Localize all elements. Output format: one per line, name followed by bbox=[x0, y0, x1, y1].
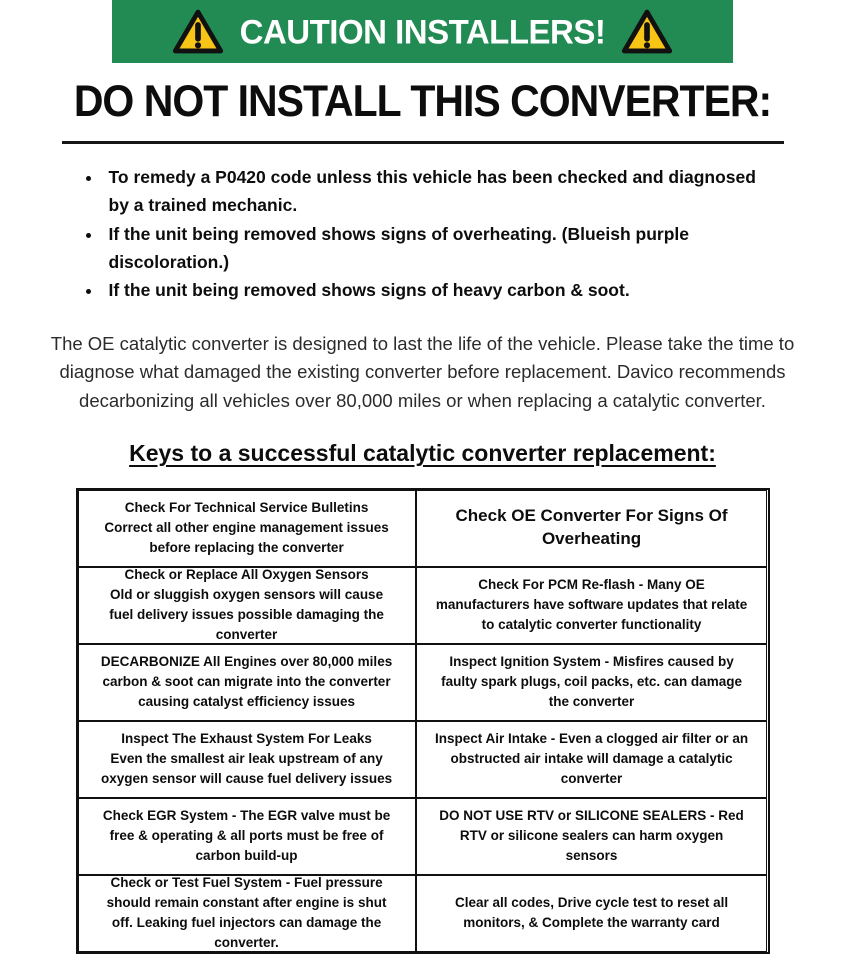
table-cell bbox=[78, 644, 416, 721]
table-cell bbox=[416, 567, 768, 644]
table-cell bbox=[78, 490, 416, 567]
cell-title: Inspect Air Intake - Even a clogged air filter or an obstructed air intake will damage a catalytic converter bbox=[434, 730, 749, 787]
table-cell bbox=[416, 490, 768, 567]
cell-description: Even the smallest air leak upstream of any oxygen sensor will cause fuel delivery issues bbox=[100, 751, 393, 787]
cell-description: Correct all other engine management issues before replacing the converter bbox=[104, 520, 389, 556]
cell-title: Inspect Ignition System - Misfires caused by faulty spark plugs, coil packs, etc. can damage the converter bbox=[441, 653, 742, 710]
banner-title: CAUTION INSTALLERS! bbox=[239, 11, 606, 51]
table-cell bbox=[416, 721, 768, 798]
page-title: DO NOT INSTALL THIS CONVERTER: bbox=[73, 76, 772, 126]
table-cell bbox=[78, 798, 416, 875]
bullet-text: To remedy a P0420 code unless this vehicle has been checked and diagnosed by a trained mechanic. bbox=[108, 167, 756, 216]
cell-title: DO NOT USE RTV or SILICONE SEALERS - Red RTV or silicone sealers can harm oxygen sensors bbox=[439, 807, 744, 864]
table-cell bbox=[416, 875, 768, 952]
cell-title: Clear all codes, Drive cycle test to reset all monitors, & Complete the warranty card bbox=[454, 894, 729, 931]
table-cell bbox=[416, 798, 768, 875]
keys-heading: Keys to a successful catalytic converter replacement: bbox=[129, 439, 716, 466]
warning-triangle-icon bbox=[621, 8, 673, 55]
cell-title: Check EGR System - The EGR valve must be free & operating & all ports must be free of carbon build-up bbox=[102, 807, 391, 864]
table-cell bbox=[416, 644, 768, 721]
caution-banner bbox=[112, 0, 733, 63]
intro-paragraph: The OE catalytic converter is designed to last the life of the vehicle. Please take the time to diagnose what damaged the existing converter before replacement. Davico recommends decarbonizing all vehicles over 80,000 miles or when replacing a catalytic converter. bbox=[50, 332, 795, 412]
divider-line bbox=[62, 141, 784, 144]
cell-title: Check or Test Fuel System - Fuel pressure should remain constant after engine is shut off. Leaking fuel injectors can damage the converter. bbox=[106, 874, 387, 951]
checklist-table bbox=[76, 488, 770, 954]
bullet-item bbox=[103, 220, 761, 277]
bullet-item bbox=[103, 276, 761, 304]
warning-bullet-list bbox=[85, 163, 761, 305]
cell-description: Old or sluggish oxygen sensors will cause fuel delivery issues possible damaging the converter bbox=[109, 586, 384, 643]
bullet-text: If the unit being removed shows signs of heavy carbon & soot. bbox=[108, 280, 630, 301]
cell-title: Check OE Converter For Signs Of Overheating bbox=[455, 506, 728, 549]
table-cell bbox=[78, 567, 416, 644]
table-cell bbox=[78, 875, 416, 952]
cell-title: Check For Technical Service Bulletins bbox=[124, 499, 369, 515]
warning-triangle-icon bbox=[172, 8, 224, 55]
bullet-item bbox=[103, 163, 761, 220]
cell-title: Check For PCM Re-flash - Many OE manufacturers have software updates that relate to catalytic converter functionality bbox=[435, 576, 748, 633]
cell-title: DECARBONIZE All Engines over 80,000 miles carbon & soot can migrate into the converter causing catalyst efficiency issues bbox=[100, 653, 393, 710]
cell-title: Check or Replace All Oxygen Sensors bbox=[124, 566, 369, 582]
bullet-text: If the unit being removed shows signs of overheating. (Blueish purple discoloration.) bbox=[108, 223, 689, 273]
table-cell bbox=[78, 721, 416, 798]
cell-title: Inspect The Exhaust System For Leaks bbox=[121, 730, 372, 746]
